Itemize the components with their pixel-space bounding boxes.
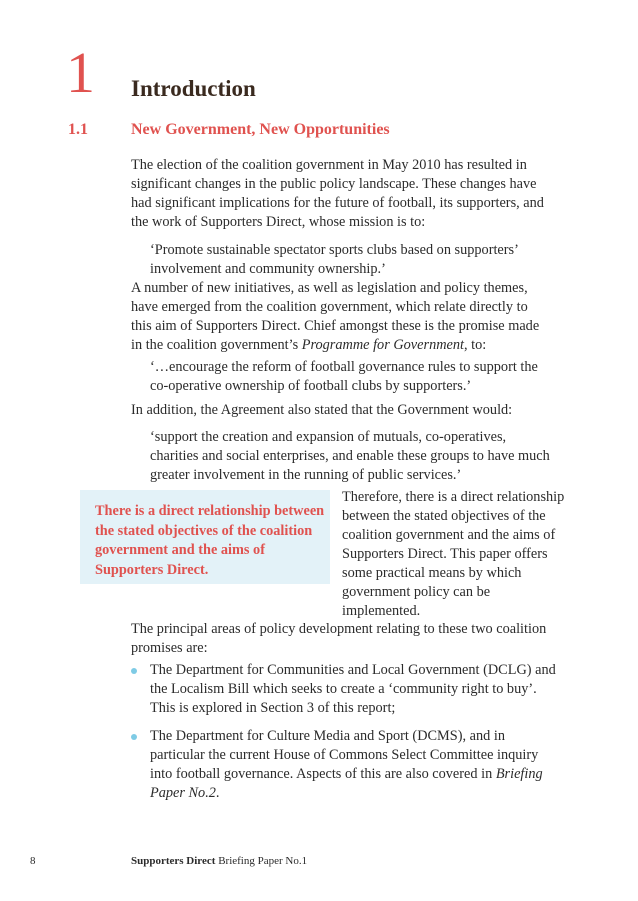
list-item-text: The Department for Communities and Local Government (DCLG) and the Localism Bill which seeks to create a ‘community right to buy’. This is explored in Section 3 of this report; xyxy=(150,662,556,716)
list-item xyxy=(131,661,561,718)
quote-agreement: ‘support the creation and expansion of mutuals, co-operatives, charities and social enterprises, and enable these groups to have much greater involvement in the running of public services.’ xyxy=(150,429,550,483)
list-item-text: The Department for Culture Media and Sport (DCMS), and in particular the current House of Commons Select Committee inquiry into football governance. Aspects of this are also covered in xyxy=(150,728,539,782)
section-number: 1.1 xyxy=(68,121,88,138)
side-paragraph: Therefore, there is a direct relationship between the stated objectives of the coalition government and the aims of Supporters Direct. This paper offers some practical means by which government policy can be implemented. xyxy=(342,489,565,619)
paragraph-1: The election of the coalition government in May 2010 has resulted in significant changes in the public policy landscape. These changes have had significant implications for the future of football, its supporters, and the work of Supporters Direct, whose mission is to: xyxy=(131,157,544,230)
quote-programme: ‘…encourage the reform of football governance rules to support the co-operative ownership of football clubs by supporters.’ xyxy=(150,359,538,394)
list-item xyxy=(131,727,561,803)
policy-list xyxy=(131,661,561,812)
bullet-icon xyxy=(131,734,137,740)
chapter-title: Introduction xyxy=(131,76,256,101)
programme-title: Programme for Government xyxy=(301,337,465,353)
paragraph-4: The principal areas of policy development relating to these two coalition promises are: xyxy=(131,621,547,656)
paragraph-2-end: , to: xyxy=(464,337,487,353)
footer-org: Supporters Direct xyxy=(131,855,216,867)
quote-mission: ‘Promote sustainable spectator sports clubs based on supporters’ involvement and community ownership.’ xyxy=(150,242,518,277)
list-item-end: . xyxy=(215,785,220,801)
bullet-icon xyxy=(131,668,137,674)
footer-title xyxy=(131,855,307,867)
briefing-paper-title: Briefing Paper No.2 xyxy=(150,766,543,801)
paragraph-2-text: A number of new initiatives, as well as legislation and policy themes, have emerged from the coalition government, which relate directly to this aim of Supporters Direct. Chief amongst these is the promise made in the coalition government’s xyxy=(131,280,540,353)
chapter-number: 1 xyxy=(66,40,95,105)
section-title: New Government, New Opportunities xyxy=(131,121,390,138)
paragraph-2 xyxy=(131,279,551,355)
pull-quote-box: There is a direct relationship between the stated objectives of the coalition government and the aims of Supporters Direct. xyxy=(80,490,330,584)
paragraph-3: In addition, the Agreement also stated that the Government would: xyxy=(131,402,513,418)
footer-doc: Briefing Paper No.1 xyxy=(215,855,308,867)
page-number: 8 xyxy=(30,855,36,867)
